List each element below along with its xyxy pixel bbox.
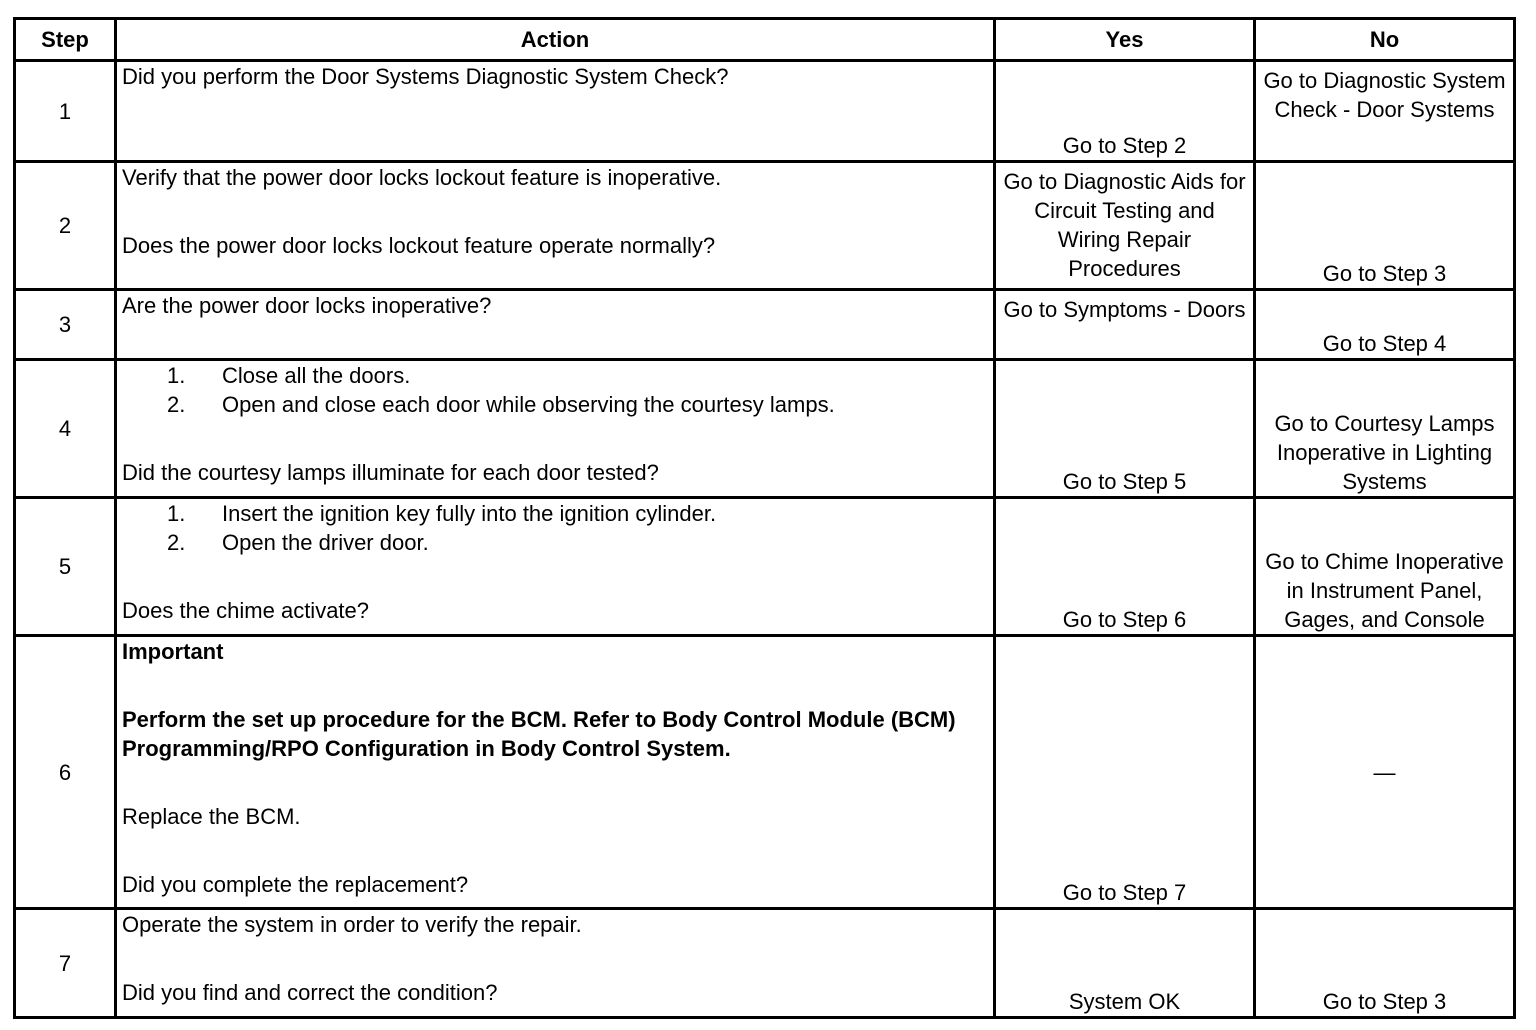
yes-cell: System OK [995,909,1255,1018]
header-no: No [1255,19,1515,61]
no-cell: Go to Courtesy Lamps Inoperative in Lighting Systems [1255,360,1515,498]
action-cell [116,162,995,290]
list-item [122,528,988,557]
step-number: 1 [15,61,116,162]
action-cell [116,61,995,162]
action-text: Operate the system in order to verify the repair. [122,912,582,937]
step-number: 7 [15,909,116,1018]
step-number: 6 [15,636,116,909]
step-number: 3 [15,290,116,360]
table-row [15,162,1515,290]
important-text: Perform the set up procedure for the BCM. Refer to Body Control Module (BCM) Programming/RPO Configuration in Body Control System. [122,707,956,761]
yes-cell: Go to Symptoms - Doors [995,290,1255,360]
action-instruction: Replace the BCM. [122,804,301,829]
no-cell: Go to Diagnostic System Check - Door Systems [1255,61,1515,162]
list-number: 2. [167,392,186,417]
no-cell: Go to Step 4 [1255,290,1515,360]
list-item [122,390,988,419]
header-yes: Yes [995,19,1255,61]
step-number: 2 [15,162,116,290]
yes-cell: Go to Diagnostic Aids for Circuit Testing and Wiring Repair Procedures [995,162,1255,290]
list-number: 2. [167,530,186,555]
action-cell [116,498,995,636]
table-row [15,498,1515,636]
action-question: Did the courtesy lamps illuminate for each door tested? [122,460,659,485]
action-text: Verify that the power door locks lockout feature is inoperative. [122,165,722,190]
no-cell: — [1255,636,1515,909]
yes-cell: Go to Step 7 [995,636,1255,909]
list-text: Open and close each door while observing the courtesy lamps. [222,392,835,417]
table-row [15,61,1515,162]
list-item [122,361,988,390]
action-cell [116,290,995,360]
list-number: 1. [167,363,186,388]
step-number: 4 [15,360,116,498]
table-row [15,360,1515,498]
table-row [15,290,1515,360]
no-cell: Go to Step 3 [1255,909,1515,1018]
header-row [15,19,1515,61]
yes-cell: Go to Step 6 [995,498,1255,636]
yes-cell: Go to Step 2 [995,61,1255,162]
action-text: Did you perform the Door Systems Diagnostic System Check? [122,64,729,89]
no-cell: Go to Step 3 [1255,162,1515,290]
action-cell [116,360,995,498]
action-text: Are the power door locks inoperative? [122,293,492,318]
header-step: Step [15,19,116,61]
no-cell: Go to Chime Inoperative in Instrument Panel, Gages, and Console [1255,498,1515,636]
list-number: 1. [167,501,186,526]
important-title: Important [122,639,224,664]
list-text: Close all the doors. [222,363,411,388]
action-cell [116,909,995,1018]
step-number: 5 [15,498,116,636]
yes-cell: Go to Step 5 [995,360,1255,498]
list-text: Insert the ignition key fully into the ignition cylinder. [222,501,717,526]
action-question: Does the chime activate? [122,598,370,623]
diagnostic-table [13,17,1516,1019]
action-question: Did you complete the replacement? [122,872,469,897]
action-question: Does the power door locks lockout feature operate normally? [122,233,716,258]
list-item [122,499,988,528]
action-cell [116,636,995,909]
action-question: Did you find and correct the condition? [122,980,498,1005]
table-row [15,909,1515,1018]
header-action: Action [116,19,995,61]
table-row [15,636,1515,909]
list-text: Open the driver door. [222,530,429,555]
